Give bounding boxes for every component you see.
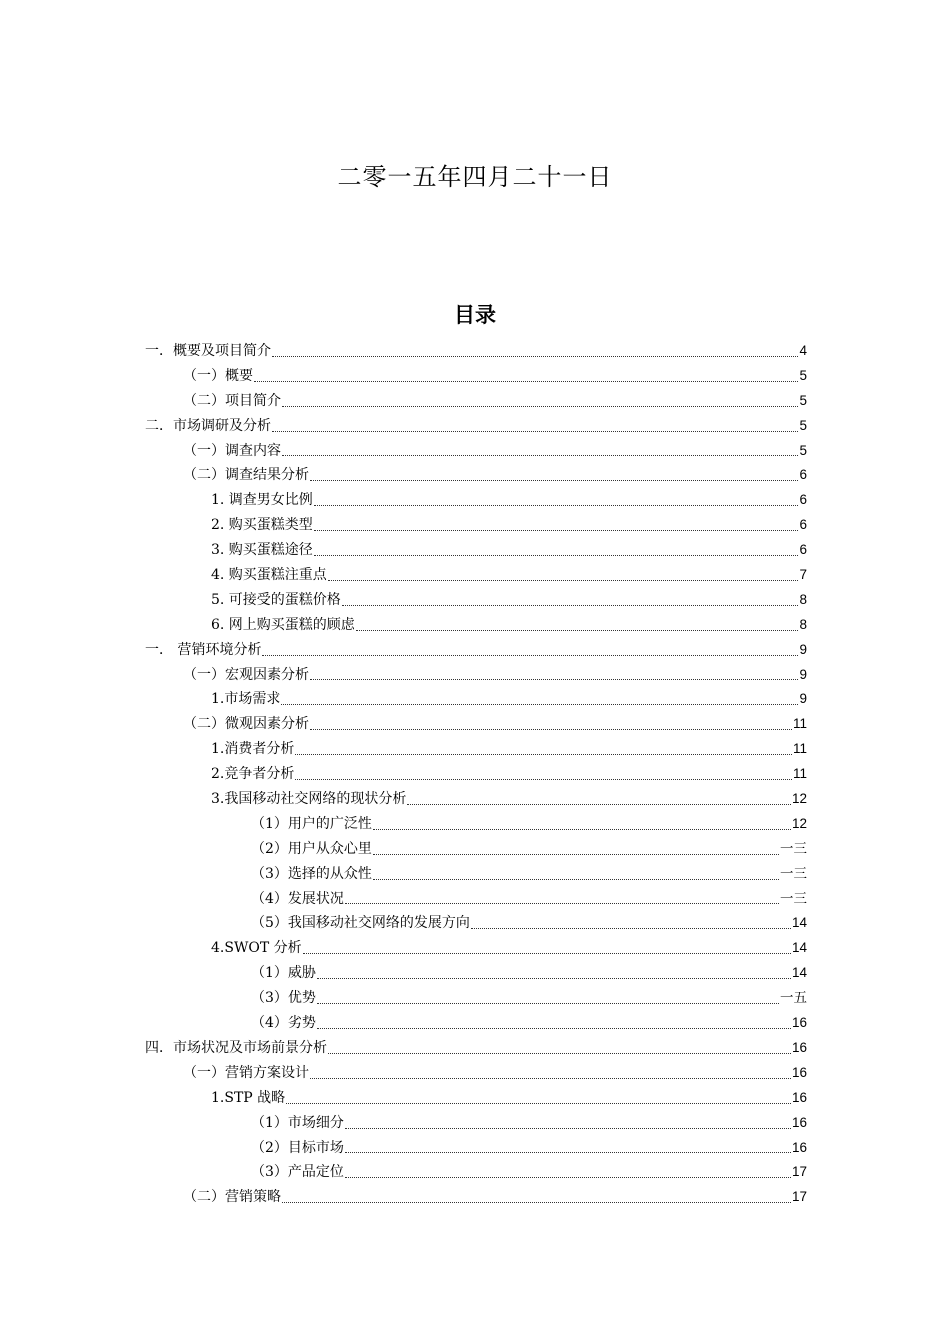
toc-entry-page: 一五 [780, 990, 807, 1006]
toc-entry[interactable] [145, 663, 807, 688]
toc-entry-page: 6 [799, 492, 807, 508]
toc-entry[interactable] [145, 364, 807, 389]
toc-dot-leader [345, 1152, 791, 1153]
toc-entry-page: 一三 [780, 865, 807, 881]
toc-dot-leader [328, 1053, 791, 1054]
toc-entry-label: 4. 购买蛋糕注重点 [211, 567, 327, 584]
toc-dot-leader [295, 754, 792, 755]
toc-entry[interactable] [145, 887, 807, 912]
toc-entry-page: 14 [791, 915, 807, 931]
toc-dot-leader [314, 555, 799, 556]
toc-entry-page: 5 [799, 367, 807, 383]
toc-entry-label: （4）发展状况 [251, 890, 344, 907]
toc-entry-label: 3.我国移动社交网络的现状分析 [211, 791, 407, 808]
toc-entry-label: （一）概要 [183, 367, 253, 384]
toc-entry-label: 3. 购买蛋糕途径 [211, 542, 313, 559]
toc-dot-leader [286, 1103, 791, 1104]
toc-entry-page: 8 [799, 616, 807, 632]
toc-entry[interactable] [145, 439, 807, 464]
toc-dot-leader [373, 829, 791, 830]
toc-dot-leader [310, 480, 798, 481]
toc-entry-label: （二）微观因素分析 [183, 716, 309, 733]
toc-entry-page: 6 [799, 517, 807, 533]
toc-entry[interactable] [145, 687, 807, 712]
toc-dot-leader [282, 406, 798, 407]
toc-entry-label: （二）项目简介 [183, 392, 281, 409]
toc-entry[interactable] [145, 613, 807, 638]
toc-entry-page: 9 [799, 691, 807, 707]
toc-entry-label: 6. 网上购买蛋糕的顾虑 [211, 616, 355, 633]
toc-entry[interactable] [145, 911, 807, 936]
toc-dot-leader [342, 605, 799, 606]
toc-entry-label: 一． 营销环境分析 [145, 641, 262, 658]
toc-entry-page: 一三 [780, 890, 807, 906]
toc-entry-page: 14 [791, 965, 807, 981]
toc-entry[interactable] [145, 1111, 807, 1136]
toc-entry-page: 16 [791, 1114, 807, 1130]
toc-entry-page: 7 [799, 567, 807, 583]
toc-entry[interactable] [145, 1185, 807, 1210]
toc-entry-label: （一）宏观因素分析 [183, 666, 309, 683]
table-of-contents [145, 339, 807, 1210]
toc-entry-page: 5 [799, 392, 807, 408]
toc-entry-label: 2.竞争者分析 [211, 766, 295, 783]
toc-dot-leader [281, 704, 798, 705]
toc-entry[interactable] [145, 538, 807, 563]
toc-dot-leader [317, 978, 791, 979]
toc-entry-label: （1）用户的广泛性 [251, 815, 372, 832]
toc-entry[interactable] [145, 588, 807, 613]
toc-dot-leader [314, 530, 799, 531]
toc-entry-page: 16 [791, 1015, 807, 1031]
toc-entry[interactable] [145, 513, 807, 538]
toc-entry-page: 5 [799, 417, 807, 433]
toc-entry[interactable] [145, 1036, 807, 1061]
toc-entry-label: （3）选择的从众性 [251, 865, 372, 882]
toc-dot-leader [345, 1177, 791, 1178]
toc-entry-label: （一）营销方案设计 [183, 1064, 309, 1081]
toc-dot-leader [310, 679, 798, 680]
toc-entry-page: 一三 [780, 840, 807, 856]
cover-date: 二零一五年四月二十一日 [337, 163, 613, 191]
toc-dot-leader [254, 381, 798, 382]
toc-entry[interactable] [145, 837, 807, 862]
toc-entry[interactable] [145, 961, 807, 986]
toc-entry[interactable] [145, 638, 807, 663]
toc-dot-leader [373, 879, 779, 880]
toc-entry[interactable] [145, 787, 807, 812]
toc-entry[interactable] [145, 762, 807, 787]
toc-entry-label: （二）调查结果分析 [183, 467, 309, 484]
toc-entry-label: （2）目标市场 [251, 1139, 344, 1156]
toc-dot-leader [314, 505, 799, 506]
toc-dot-leader [471, 928, 791, 929]
toc-dot-leader [407, 804, 791, 805]
toc-entry-label: 1. 调查男女比例 [211, 492, 313, 509]
toc-dot-leader [345, 1128, 791, 1129]
toc-entry-label: （一）调查内容 [183, 442, 281, 459]
toc-entry-page: 14 [791, 940, 807, 956]
toc-entry-label: （3）优势 [251, 990, 316, 1007]
toc-entry-page: 17 [791, 1164, 807, 1180]
toc-entry-label: （5）我国移动社交网络的发展方向 [251, 915, 470, 932]
toc-entry-page: 8 [799, 591, 807, 607]
toc-entry-page: 16 [791, 1139, 807, 1155]
toc-entry-label: （1）市场细分 [251, 1114, 344, 1131]
toc-title: 目录 [454, 303, 496, 327]
toc-entry-label: 1.消费者分析 [211, 741, 295, 758]
toc-dot-leader [328, 580, 799, 581]
toc-dot-leader [272, 431, 798, 432]
toc-entry-page: 17 [791, 1189, 807, 1205]
toc-dot-leader [373, 854, 779, 855]
toc-entry-label: （二）营销策略 [183, 1189, 281, 1206]
toc-entry-page: 16 [791, 1064, 807, 1080]
toc-entry-page: 11 [792, 716, 807, 732]
toc-dot-leader [345, 903, 779, 904]
toc-entry-label: 一．概要及项目简介 [145, 343, 271, 359]
toc-entry-label: （1）威胁 [251, 965, 316, 982]
toc-dot-leader [310, 1078, 791, 1079]
toc-entry-label: 5. 可接受的蛋糕价格 [211, 591, 341, 608]
toc-entry[interactable] [145, 737, 807, 762]
toc-entry-page: 11 [792, 766, 807, 782]
toc-dot-leader [356, 630, 799, 631]
toc-entry-page: 5 [799, 442, 807, 458]
toc-entry-page: 16 [791, 1089, 807, 1105]
toc-dot-leader [310, 729, 792, 730]
toc-entry[interactable] [145, 563, 807, 588]
toc-entry[interactable] [145, 339, 807, 364]
toc-entry[interactable] [145, 712, 807, 737]
toc-entry[interactable] [145, 812, 807, 837]
toc-entry-page: 9 [799, 641, 807, 657]
toc-dot-leader [282, 1202, 791, 1203]
toc-entry[interactable] [145, 986, 807, 1011]
toc-entry-label: 2. 购买蛋糕类型 [211, 517, 313, 534]
toc-entry-label: 4.SWOT 分析 [211, 940, 302, 957]
toc-entry-page: 12 [791, 791, 807, 807]
toc-dot-leader [303, 953, 791, 954]
toc-entry[interactable] [145, 1086, 807, 1111]
toc-entry-page: 9 [799, 666, 807, 682]
toc-entry-label: 1.市场需求 [211, 691, 281, 708]
toc-dot-leader [272, 356, 798, 357]
toc-entry-label: 二．市场调研及分析 [145, 417, 271, 434]
toc-entry[interactable] [145, 1160, 807, 1185]
toc-entry-label: 1.STP 战略 [211, 1089, 286, 1106]
toc-dot-leader [295, 779, 792, 780]
toc-entry-page: 12 [791, 815, 807, 831]
toc-dot-leader [262, 655, 798, 656]
toc-entry[interactable] [145, 936, 807, 961]
toc-entry[interactable] [145, 862, 807, 887]
toc-entry[interactable] [145, 1011, 807, 1036]
toc-entry-page: 6 [799, 467, 807, 483]
toc-entry[interactable] [145, 463, 807, 488]
toc-entry-label: （4）劣势 [251, 1015, 316, 1032]
toc-entry-label: （2）用户从众心里 [251, 840, 372, 857]
toc-entry-label: （3）产品定位 [251, 1164, 344, 1181]
toc-entry-page: 16 [791, 1039, 807, 1055]
toc-entry[interactable] [145, 1061, 807, 1086]
toc-entry-page: 11 [792, 741, 807, 757]
toc-entry[interactable] [145, 1136, 807, 1161]
toc-entry-label: 四．市场状况及市场前景分析 [145, 1039, 327, 1056]
toc-entry-page: 4 [799, 343, 807, 358]
toc-entry[interactable] [145, 414, 807, 439]
toc-entry[interactable] [145, 389, 807, 414]
toc-dot-leader [282, 455, 798, 456]
toc-dot-leader [317, 1003, 779, 1004]
toc-dot-leader [317, 1028, 791, 1029]
toc-entry[interactable] [145, 488, 807, 513]
toc-entry-page: 6 [799, 542, 807, 558]
